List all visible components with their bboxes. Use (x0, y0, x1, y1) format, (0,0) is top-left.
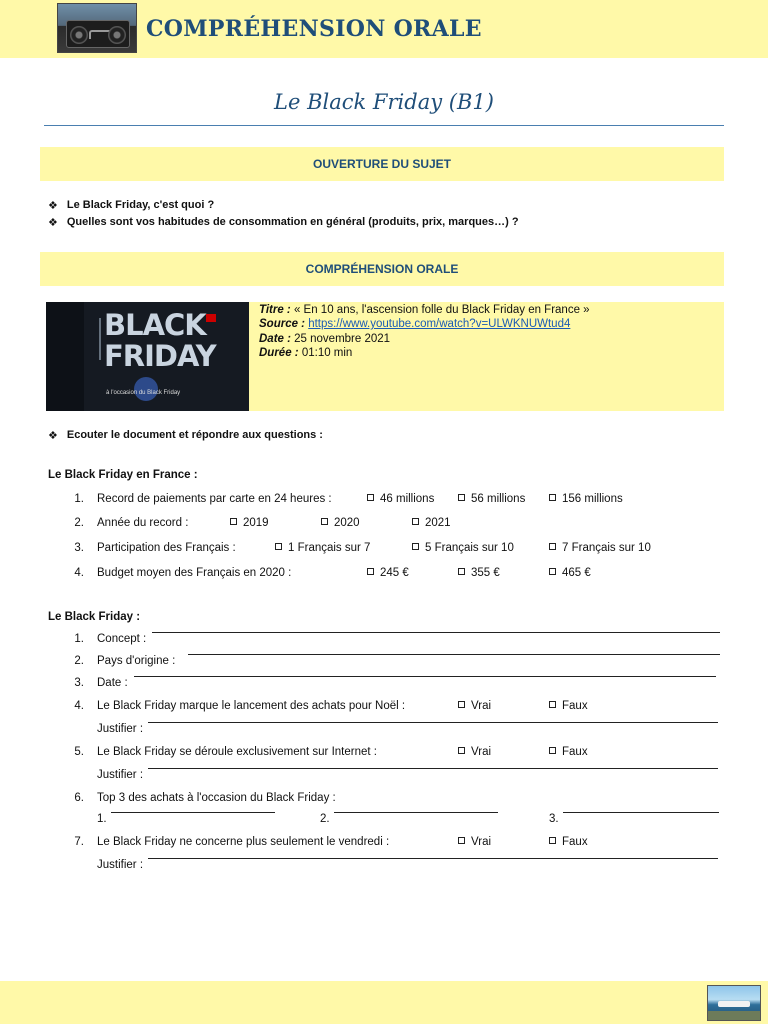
option-checkbox[interactable]: 156 millions (549, 493, 623, 505)
answer-line[interactable] (152, 632, 720, 633)
boombox-image (57, 3, 137, 53)
option-checkbox[interactable]: 46 millions (367, 493, 434, 505)
question-number: 6. (74, 792, 84, 804)
top3-item-number: 2. (320, 813, 330, 825)
instruction: ❖ Ecouter le document et répondre aux questions : (48, 429, 323, 442)
top3-item-number: 1. (97, 813, 107, 825)
question-number: 4. (74, 567, 84, 579)
question-number: 7. (74, 836, 84, 848)
option-checkbox[interactable]: 2019 (230, 517, 269, 529)
section-band-opening: OUVERTURE DU SUJET (40, 147, 724, 181)
question-text: Top 3 des achats à l'occasion du Black Friday : (97, 792, 336, 804)
title-divider (44, 125, 724, 126)
question-number: 4. (74, 700, 84, 712)
answer-line[interactable] (134, 676, 716, 677)
justify-label: Justifier : (97, 769, 144, 781)
justify-label: Justifier : (97, 859, 144, 871)
question-number: 3. (74, 677, 84, 689)
answer-line[interactable] (148, 858, 718, 859)
false-checkbox[interactable]: Faux (549, 836, 588, 848)
question-number: 5. (74, 746, 84, 758)
thumbnail-text: BLACK FRIDAY (104, 308, 216, 373)
person-figure (134, 377, 158, 401)
top3-item-number: 3. (549, 813, 559, 825)
thumbnail-caption: à l'occasion du Black Friday (106, 390, 181, 396)
option-checkbox[interactable]: 56 millions (458, 493, 525, 505)
boombox-icon (66, 20, 130, 48)
section-heading-france: Le Black Friday en France : (48, 469, 198, 481)
opening-question-1: ❖ Le Black Friday, c'est quoi ? (48, 199, 215, 212)
question-text: Année du record : (97, 517, 189, 529)
diamond-bullet-icon: ❖ (48, 200, 58, 212)
question-text: Le Black Friday ne concerne plus seulement le vendredi : (97, 836, 390, 848)
question-text: Record de paiements par carte en 24 heures : (97, 493, 332, 505)
page-title: Le Black Friday (B1) (274, 90, 494, 114)
answer-line[interactable] (334, 812, 498, 813)
question-text: Pays d'origine : (97, 655, 176, 667)
false-checkbox[interactable]: Faux (549, 700, 588, 712)
question-number: 2. (74, 655, 84, 667)
option-checkbox[interactable]: 5 Français sur 10 (412, 542, 514, 554)
question-text: Le Black Friday marque le lancement des achats pour Noël : (97, 700, 406, 712)
answer-line[interactable] (188, 654, 720, 655)
footer-banner (0, 981, 768, 1024)
answer-line[interactable] (148, 722, 718, 723)
question-number: 3. (74, 542, 84, 554)
video-date-row: Date : 25 novembre 2021 (259, 333, 391, 345)
option-checkbox[interactable]: 2021 (412, 517, 451, 529)
question-text: Date : (97, 677, 128, 689)
answer-line[interactable] (148, 768, 718, 769)
section-heading-black-friday: Le Black Friday : (48, 611, 141, 623)
video-source-row: Source : https://www.youtube.com/watch?v=ULWKNUWtud4 (259, 318, 571, 330)
ship-icon (718, 1001, 750, 1007)
option-checkbox[interactable]: 1 Français sur 7 (275, 542, 370, 554)
header-title: COMPRÉHENSION ORALE (146, 16, 482, 42)
opening-question-2: ❖ Quelles sont vos habitudes de consommation en général (produits, prix, marques…) ? (48, 216, 519, 229)
question-text: Concept : (97, 633, 147, 645)
section-band-comprehension: COMPRÉHENSION ORALE (40, 252, 724, 286)
option-checkbox[interactable]: 2020 (321, 517, 360, 529)
question-text: Participation des Français : (97, 542, 236, 554)
true-checkbox[interactable]: Vrai (458, 836, 491, 848)
video-title-row: Titre : « En 10 ans, l'ascension folle du Black Friday en France » (259, 304, 590, 316)
video-duration-row: Durée : 01:10 min (259, 347, 353, 359)
video-source-link[interactable]: https://www.youtube.com/watch?v=ULWKNUWtud4 (308, 318, 571, 330)
option-checkbox[interactable]: 355 € (458, 567, 500, 579)
false-checkbox[interactable]: Faux (549, 746, 588, 758)
diamond-bullet-icon: ❖ (48, 430, 58, 442)
ship-image (707, 985, 761, 1021)
option-checkbox[interactable]: 465 € (549, 567, 591, 579)
question-text: Budget moyen des Français en 2020 : (97, 567, 292, 579)
question-number: 1. (74, 493, 84, 505)
justify-label: Justifier : (97, 723, 144, 735)
channel-logo-icon (206, 314, 216, 322)
answer-line[interactable] (563, 812, 719, 813)
diamond-bullet-icon: ❖ (48, 217, 58, 229)
option-checkbox[interactable]: 245 € (367, 567, 409, 579)
answer-line[interactable] (111, 812, 275, 813)
question-text: Le Black Friday se déroule exclusivement sur Internet : (97, 746, 377, 758)
option-checkbox[interactable]: 7 Français sur 10 (549, 542, 651, 554)
question-number: 1. (74, 633, 84, 645)
question-number: 2. (74, 517, 84, 529)
true-checkbox[interactable]: Vrai (458, 700, 491, 712)
video-thumbnail[interactable] (46, 302, 249, 411)
true-checkbox[interactable]: Vrai (458, 746, 491, 758)
